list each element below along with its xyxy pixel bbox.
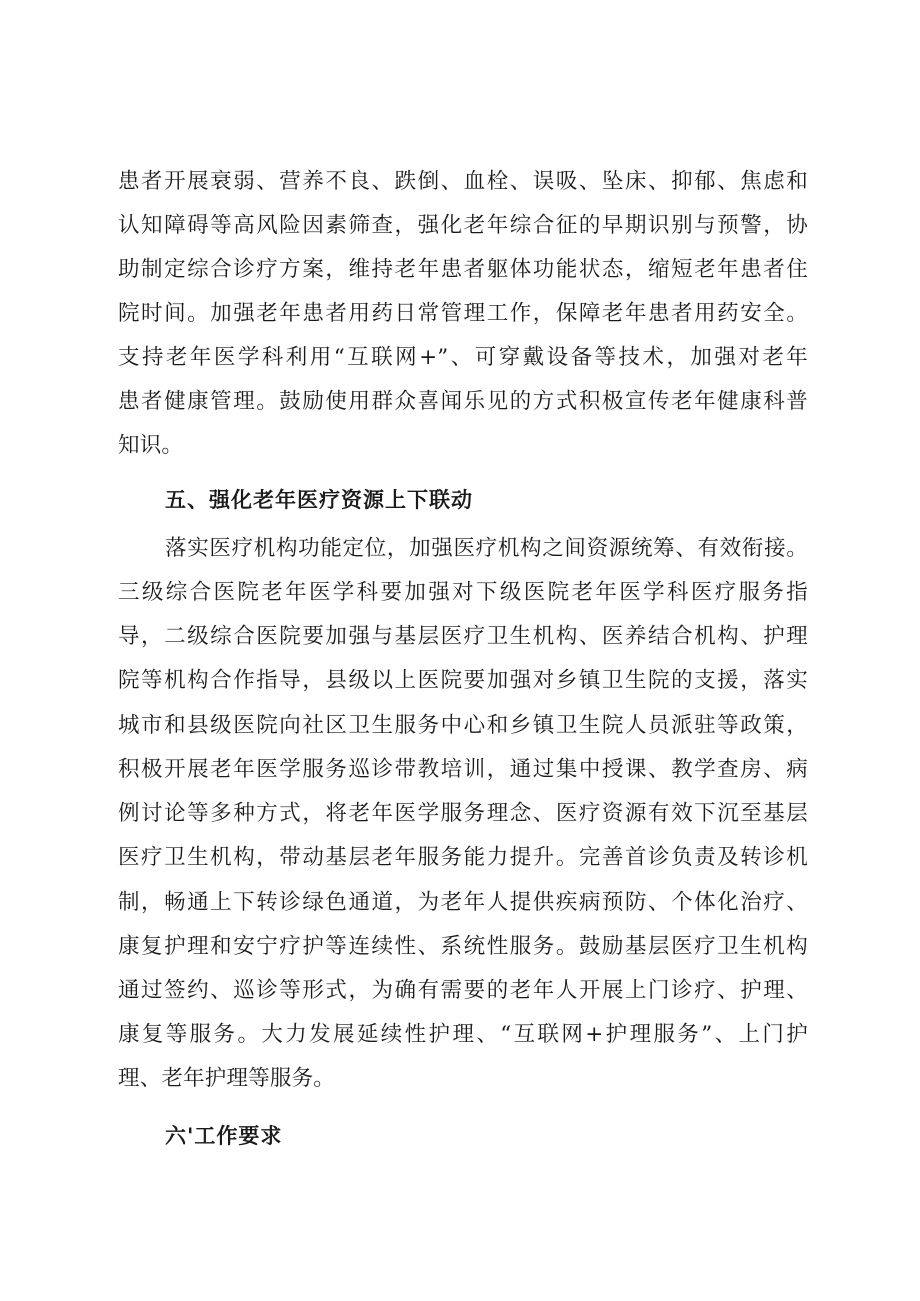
paragraph-1-line-3: 助制定综合诊疗方案，维持老年患者躯体功能状态，缩短老年患者住 (118, 257, 808, 282)
section-5-heading: 五、强化老年医疗资源上下联动 (165, 488, 473, 512)
paragraph-1-line-7: 知识。 (118, 433, 184, 458)
section-5-line-6: 积极开展老年医学服务巡诊带教培训，通过集中授课、教学查房、病 (118, 757, 808, 782)
paragraph-1-line-1: 患者开展衰弱、营养不良、跌倒、血栓、误吸、坠床、抑郁、焦虑和 (118, 169, 808, 194)
paragraph-1-line-2: 认知障碍等高风险因素筛查，强化老年综合征的早期识别与预警，协 (118, 213, 808, 238)
paragraph-1-line-6: 患者健康管理。鼓励使用群众喜闻乐见的方式积极宣传老年健康科普 (118, 389, 808, 414)
paragraph-1-line-4: 院时间。加强老年患者用药日常管理工作，保障老年患者用药安全。 (118, 301, 808, 326)
section-5-line-2: 三级综合医院老年医学科要加强对下级医院老年医学科医疗服务指 (118, 580, 808, 605)
section-5-line-4: 院等机构合作指导，县级以上医院要加强对乡镇卫生院的支援，落实 (118, 668, 808, 693)
section-5-line-7: 例讨论等多种方式，将老年医学服务理念、医疗资源有效下沉至基层 (118, 801, 808, 826)
section-6-heading: 六'工作要求 (165, 1124, 283, 1148)
paragraph-1-line-5: 支持老年医学科利用“互联网+”、可穿戴设备等技术，加强对老年 (118, 345, 808, 370)
section-5-line-11: 通过签约、巡诊等形式，为确有需要的老年人开展上门诊疗、护理、 (118, 978, 808, 1003)
section-5-line-9: 制，畅通上下转诊绿色通道，为老年人提供疾病预防、个体化治疗、 (118, 890, 808, 915)
section-5-line-1: 落实医疗机构功能定位，加强医疗机构之间资源统筹、有效衔接。 (165, 536, 808, 561)
section-5-line-8: 医疗卫生机构，带动基层老年服务能力提升。完善首诊负责及转诊机 (118, 845, 808, 870)
section-5-line-12: 康复等服务。大力发展延续性护理、“互联网+护理服务”、上门护 (118, 1022, 808, 1047)
section-5-line-13: 理、老年护理等服务。 (118, 1066, 336, 1091)
section-5-line-3: 导，二级综合医院要加强与基层医疗卫生机构、医养结合机构、护理 (118, 624, 808, 649)
section-5-line-10: 康复护理和安宁疗护等连续性、系统性服务。鼓励基层医疗卫生机构 (118, 934, 808, 959)
section-5-line-5: 城市和县级医院向社区卫生服务中心和乡镇卫生院人员派驻等政策， (118, 713, 808, 738)
